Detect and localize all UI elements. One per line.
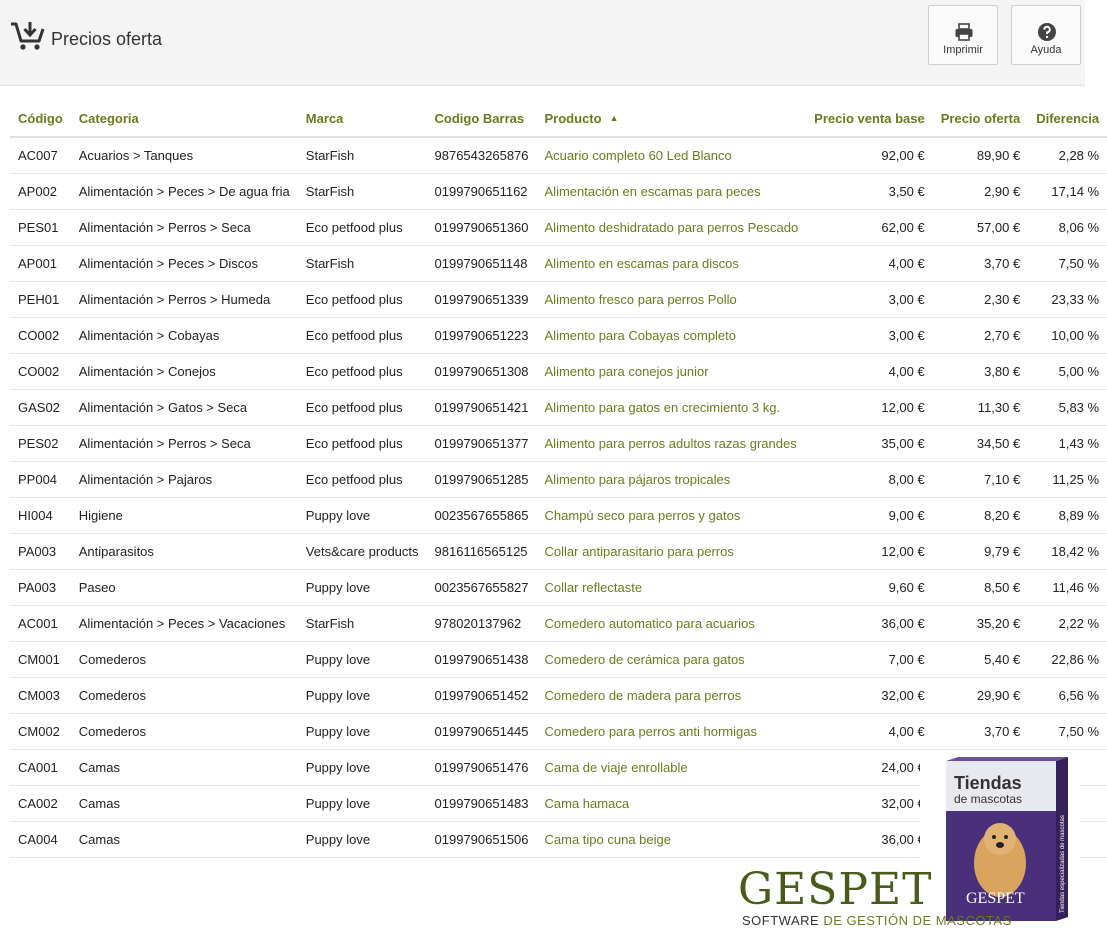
help-button[interactable] xyxy=(1011,5,1081,65)
print-button[interactable] xyxy=(928,5,998,65)
cell-diferencia: 11,25 % xyxy=(1028,461,1107,497)
cell-producto[interactable]: Cama de viaje enrollable xyxy=(537,749,807,785)
cell-codigo: CO002 xyxy=(10,317,71,353)
cell-codigo: CA002 xyxy=(10,785,71,821)
cell-categoria: Alimentación > Perros > Seca xyxy=(71,425,298,461)
cell-precio-oferta: 29,90 € xyxy=(933,677,1028,713)
cell-codigo-barras: 9816116565125 xyxy=(427,533,537,569)
table-row xyxy=(10,209,1107,245)
cell-codigo-barras: 0199790651162 xyxy=(427,173,537,209)
cell-codigo-barras: 0023567655827 xyxy=(427,569,537,605)
table-row xyxy=(10,245,1107,281)
cell-producto[interactable]: Comedero de cerámica para gatos xyxy=(537,641,807,677)
cell-categoria: Alimentación > Pajaros xyxy=(71,461,298,497)
cell-precio-venta-base: 36,00 € xyxy=(806,605,933,641)
cell-codigo-barras: 0023567655865 xyxy=(427,497,537,533)
cell-producto[interactable]: Alimento para gatos en crecimiento 3 kg. xyxy=(537,389,807,425)
cell-producto[interactable]: Alimento deshidratado para perros Pescado xyxy=(537,209,807,245)
cell-producto[interactable]: Alimento para perros adultos razas grandes xyxy=(537,425,807,461)
cell-codigo-barras: 0199790651148 xyxy=(427,245,537,281)
cell-producto[interactable]: Cama hamaca xyxy=(537,785,807,821)
table-row xyxy=(10,173,1107,209)
column-header-producto[interactable] xyxy=(537,100,807,137)
column-header-categoria[interactable]: Categoria xyxy=(71,100,298,137)
cell-producto[interactable]: Alimentación en escamas para peces xyxy=(537,173,807,209)
cell-precio-oferta: 35,20 € xyxy=(933,605,1028,641)
cell-precio-oferta: 89,90 € xyxy=(933,137,1028,173)
cell-codigo-barras: 0199790651445 xyxy=(427,713,537,749)
cell-codigo: CM002 xyxy=(10,713,71,749)
cell-diferencia: 8,06 % xyxy=(1028,209,1107,245)
table-row xyxy=(10,461,1107,497)
cell-marca: Eco petfood plus xyxy=(298,281,427,317)
cell-marca: Eco petfood plus xyxy=(298,389,427,425)
cell-precio-venta-base: 3,50 € xyxy=(806,173,933,209)
cell-codigo: PA003 xyxy=(10,569,71,605)
cell-producto[interactable]: Collar antiparasitario para perros xyxy=(537,533,807,569)
table-row xyxy=(10,137,1107,173)
table-row xyxy=(10,425,1107,461)
cell-codigo: HI004 xyxy=(10,497,71,533)
gespet-logo xyxy=(738,864,933,915)
cell-precio-venta-base: 8,00 € xyxy=(806,461,933,497)
cell-precio-oferta: 2,90 € xyxy=(933,173,1028,209)
cell-precio-oferta: 2,70 € xyxy=(933,317,1028,353)
box-brand: GESPET xyxy=(966,890,1025,907)
printer-icon xyxy=(954,22,974,42)
cell-codigo-barras: 978020137962 xyxy=(427,605,537,641)
cell-precio-oferta: 2,30 € xyxy=(933,281,1028,317)
table-row xyxy=(10,677,1107,713)
cell-categoria: Comederos xyxy=(71,677,298,713)
cell-precio-venta-base: 9,60 € xyxy=(806,569,933,605)
table-row xyxy=(10,281,1107,317)
cell-categoria: Comederos xyxy=(71,713,298,749)
cell-codigo: AC001 xyxy=(10,605,71,641)
cell-codigo: CA001 xyxy=(10,749,71,785)
page-title: Precios oferta xyxy=(51,29,163,49)
cell-codigo: GAS02 xyxy=(10,389,71,425)
cell-precio-oferta: 57,00 € xyxy=(933,209,1028,245)
cell-codigo: PA003 xyxy=(10,533,71,569)
cell-codigo-barras: 0199790651438 xyxy=(427,641,537,677)
table-row xyxy=(10,713,1107,749)
cell-producto[interactable]: Acuario completo 60 Led Blanco xyxy=(537,137,807,173)
cell-categoria: Alimentación > Perros > Seca xyxy=(71,209,298,245)
cell-codigo-barras: 0199790651452 xyxy=(427,677,537,713)
cell-precio-venta-base: 35,00 € xyxy=(806,425,933,461)
cell-precio-oferta: 8,50 € xyxy=(933,569,1028,605)
cell-marca: Puppy love xyxy=(298,821,427,857)
cell-producto[interactable]: Collar reflectaste xyxy=(537,569,807,605)
table-row xyxy=(10,533,1107,569)
cell-diferencia: 5,83 % xyxy=(1028,389,1107,425)
cell-diferencia: 10,00 % xyxy=(1028,317,1107,353)
table-row xyxy=(10,605,1107,641)
cell-precio-oferta: 34,50 € xyxy=(933,425,1028,461)
cell-diferencia: 11,46 % xyxy=(1028,569,1107,605)
offer-prices-table xyxy=(10,100,1107,858)
cell-codigo: PP004 xyxy=(10,461,71,497)
box-title-1: Tiendas xyxy=(954,773,1022,793)
box-side-text: Tiendas especializadas de mascotas xyxy=(1060,815,1066,913)
cell-categoria: Antiparasitos xyxy=(71,533,298,569)
cell-precio-oferta: 3,80 € xyxy=(933,353,1028,389)
cell-diferencia: 23,33 % xyxy=(1028,281,1107,317)
cell-marca: Puppy love xyxy=(298,677,427,713)
cell-marca: Puppy love xyxy=(298,785,427,821)
cell-categoria: Comederos xyxy=(71,641,298,677)
cell-marca: Puppy love xyxy=(298,749,427,785)
cell-codigo-barras: 0199790651339 xyxy=(427,281,537,317)
cell-precio-venta-base: 7,00 € xyxy=(806,641,933,677)
cart-download-icon xyxy=(10,20,46,52)
cell-categoria: Alimentación > Perros > Humeda xyxy=(71,281,298,317)
cell-producto[interactable]: Alimento en escamas para discos xyxy=(537,245,807,281)
cell-diferencia: 17,14 % xyxy=(1028,173,1107,209)
cell-precio-venta-base: 24,00 € xyxy=(806,749,933,785)
cell-codigo: PES01 xyxy=(10,209,71,245)
cell-diferencia: 7,50 % xyxy=(1028,713,1107,749)
cell-marca: Eco petfood plus xyxy=(298,425,427,461)
cell-codigo-barras: 0199790651483 xyxy=(427,785,537,821)
cell-diferencia: 22,86 % xyxy=(1028,641,1107,677)
cell-precio-venta-base: 4,00 € xyxy=(806,353,933,389)
cell-codigo: CA004 xyxy=(10,821,71,857)
table-row xyxy=(10,641,1107,677)
cell-precio-oferta: 8,20 € xyxy=(933,497,1028,533)
top-bar xyxy=(0,0,1085,86)
cell-codigo: AP001 xyxy=(10,245,71,281)
software-box-image xyxy=(920,753,1080,928)
cell-precio-venta-base: 92,00 € xyxy=(806,137,933,173)
cell-codigo-barras: 0199790651223 xyxy=(427,317,537,353)
column-header-producto-label: Producto xyxy=(544,110,602,126)
cell-marca: StarFish xyxy=(298,173,427,209)
cell-precio-oferta: 3,70 € xyxy=(933,245,1028,281)
cell-categoria: Alimentación > Peces > Vacaciones xyxy=(71,605,298,641)
cell-categoria: Camas xyxy=(71,785,298,821)
cell-producto[interactable]: Comedero automatico para acuarios xyxy=(537,605,807,641)
cell-precio-venta-base: 9,00 € xyxy=(806,497,933,533)
cell-codigo-barras: 0199790651476 xyxy=(427,749,537,785)
cell-codigo: CO002 xyxy=(10,353,71,389)
cell-codigo: CM003 xyxy=(10,677,71,713)
column-header-codigo-barras[interactable]: Codigo Barras xyxy=(427,100,537,137)
cell-diferencia: 8,89 % xyxy=(1028,497,1107,533)
cell-codigo-barras: 0199790651308 xyxy=(427,353,537,389)
cell-categoria: Paseo xyxy=(71,569,298,605)
cell-codigo-barras: 0199790651360 xyxy=(427,209,537,245)
cell-precio-oferta: 9,79 € xyxy=(933,533,1028,569)
column-header-precio-oferta[interactable]: Precio oferta xyxy=(933,100,1028,137)
cell-precio-oferta: 7,10 € xyxy=(933,461,1028,497)
table-row xyxy=(10,569,1107,605)
table-row xyxy=(10,389,1107,425)
cell-precio-venta-base: 4,00 € xyxy=(806,713,933,749)
cell-categoria: Alimentación > Peces > Discos xyxy=(71,245,298,281)
cell-codigo-barras: 0199790651377 xyxy=(427,425,537,461)
cell-diferencia: 2,28 % xyxy=(1028,137,1107,173)
logo-main: GESPET xyxy=(738,864,933,915)
cell-categoria: Acuarios > Tanques xyxy=(71,137,298,173)
cell-producto[interactable]: Champú seco para perros y gatos xyxy=(537,497,807,533)
cell-categoria: Alimentación > Conejos xyxy=(71,353,298,389)
column-header-marca[interactable]: Marca xyxy=(298,100,427,137)
cell-marca: Eco petfood plus xyxy=(298,209,427,245)
cell-precio-oferta: 11,30 € xyxy=(933,389,1028,425)
cell-diferencia: 2,22 % xyxy=(1028,605,1107,641)
table-row xyxy=(10,497,1107,533)
logo-sub-software: SOFTWARE xyxy=(742,913,820,928)
cell-codigo: CM001 xyxy=(10,641,71,677)
cell-precio-venta-base: 12,00 € xyxy=(806,533,933,569)
cell-producto[interactable]: Comedero de madera para perros xyxy=(537,677,807,713)
logo-sub-rest: DE GESTIÓN DE MASCOTAS xyxy=(823,913,1012,928)
cell-precio-oferta: 5,40 € xyxy=(933,641,1028,677)
cell-codigo-barras: 9876543265876 xyxy=(427,137,537,173)
sort-ascending-icon: ▲ xyxy=(609,112,619,123)
cell-codigo: AC007 xyxy=(10,137,71,173)
cell-marca: StarFish xyxy=(298,245,427,281)
cell-marca: Eco petfood plus xyxy=(298,353,427,389)
table-header-row xyxy=(10,100,1107,137)
cell-marca: Puppy love xyxy=(298,641,427,677)
help-label: Ayuda xyxy=(1030,44,1062,56)
cell-precio-oferta: 3,70 € xyxy=(933,713,1028,749)
cell-categoria: Camas xyxy=(71,749,298,785)
logo-subtitle xyxy=(742,913,1012,928)
column-header-precio-venta-base[interactable]: Precio venta base xyxy=(806,100,933,137)
column-header-diferencia[interactable]: Diferencia xyxy=(1028,100,1107,137)
cell-categoria: Higiene xyxy=(71,497,298,533)
cell-producto[interactable]: Comedero para perros anti hormigas xyxy=(537,713,807,749)
cell-codigo: PES02 xyxy=(10,425,71,461)
cell-diferencia: 7,50 % xyxy=(1028,245,1107,281)
cell-categoria: Alimentación > Peces > De agua fria xyxy=(71,173,298,209)
cell-producto[interactable]: Cama tipo cuna beige xyxy=(537,821,807,857)
cell-marca: Puppy love xyxy=(298,497,427,533)
cell-codigo: AP002 xyxy=(10,173,71,209)
cell-precio-venta-base: 32,00 € xyxy=(806,677,933,713)
cell-marca: StarFish xyxy=(298,137,427,173)
cell-precio-venta-base: 62,00 € xyxy=(806,209,933,245)
column-header-codigo[interactable]: Código xyxy=(10,100,71,137)
cell-marca: Eco petfood plus xyxy=(298,317,427,353)
cell-diferencia: 18,42 % xyxy=(1028,533,1107,569)
cell-diferencia: 6,56 % xyxy=(1028,677,1107,713)
cell-producto[interactable]: Alimento para conejos junior xyxy=(537,353,807,389)
cell-codigo-barras: 0199790651506 xyxy=(427,821,537,857)
cell-precio-venta-base: 36,00 € xyxy=(806,821,933,857)
cell-marca: Puppy love xyxy=(298,569,427,605)
cell-producto[interactable]: Alimento para Cobayas completo xyxy=(537,317,807,353)
cell-codigo: PEH01 xyxy=(10,281,71,317)
cell-precio-venta-base: 32,00 € xyxy=(806,785,933,821)
box-title-2: de mascotas xyxy=(954,792,1023,806)
cell-codigo-barras: 0199790651421 xyxy=(427,389,537,425)
cell-precio-venta-base: 12,00 € xyxy=(806,389,933,425)
cell-categoria: Camas xyxy=(71,821,298,857)
cell-precio-venta-base: 3,00 € xyxy=(806,281,933,317)
cell-codigo-barras: 0199790651285 xyxy=(427,461,537,497)
print-label: Imprimir xyxy=(943,44,983,56)
cell-producto[interactable]: Alimento fresco para perros Pollo xyxy=(537,281,807,317)
table-row xyxy=(10,353,1107,389)
cell-diferencia: 1,43 % xyxy=(1028,425,1107,461)
cell-precio-venta-base: 4,00 € xyxy=(806,245,933,281)
table-row xyxy=(10,317,1107,353)
cell-categoria: Alimentación > Gatos > Seca xyxy=(71,389,298,425)
cell-marca: Vets&care products xyxy=(298,533,427,569)
cell-categoria: Alimentación > Cobayas xyxy=(71,317,298,353)
cell-producto[interactable]: Alimento para pájaros tropicales xyxy=(537,461,807,497)
cell-precio-venta-base: 3,00 € xyxy=(806,317,933,353)
cell-diferencia: 5,00 % xyxy=(1028,353,1107,389)
question-circle-icon xyxy=(1037,22,1057,42)
cell-marca: StarFish xyxy=(298,605,427,641)
cell-marca: Puppy love xyxy=(298,713,427,749)
cell-marca: Eco petfood plus xyxy=(298,461,427,497)
